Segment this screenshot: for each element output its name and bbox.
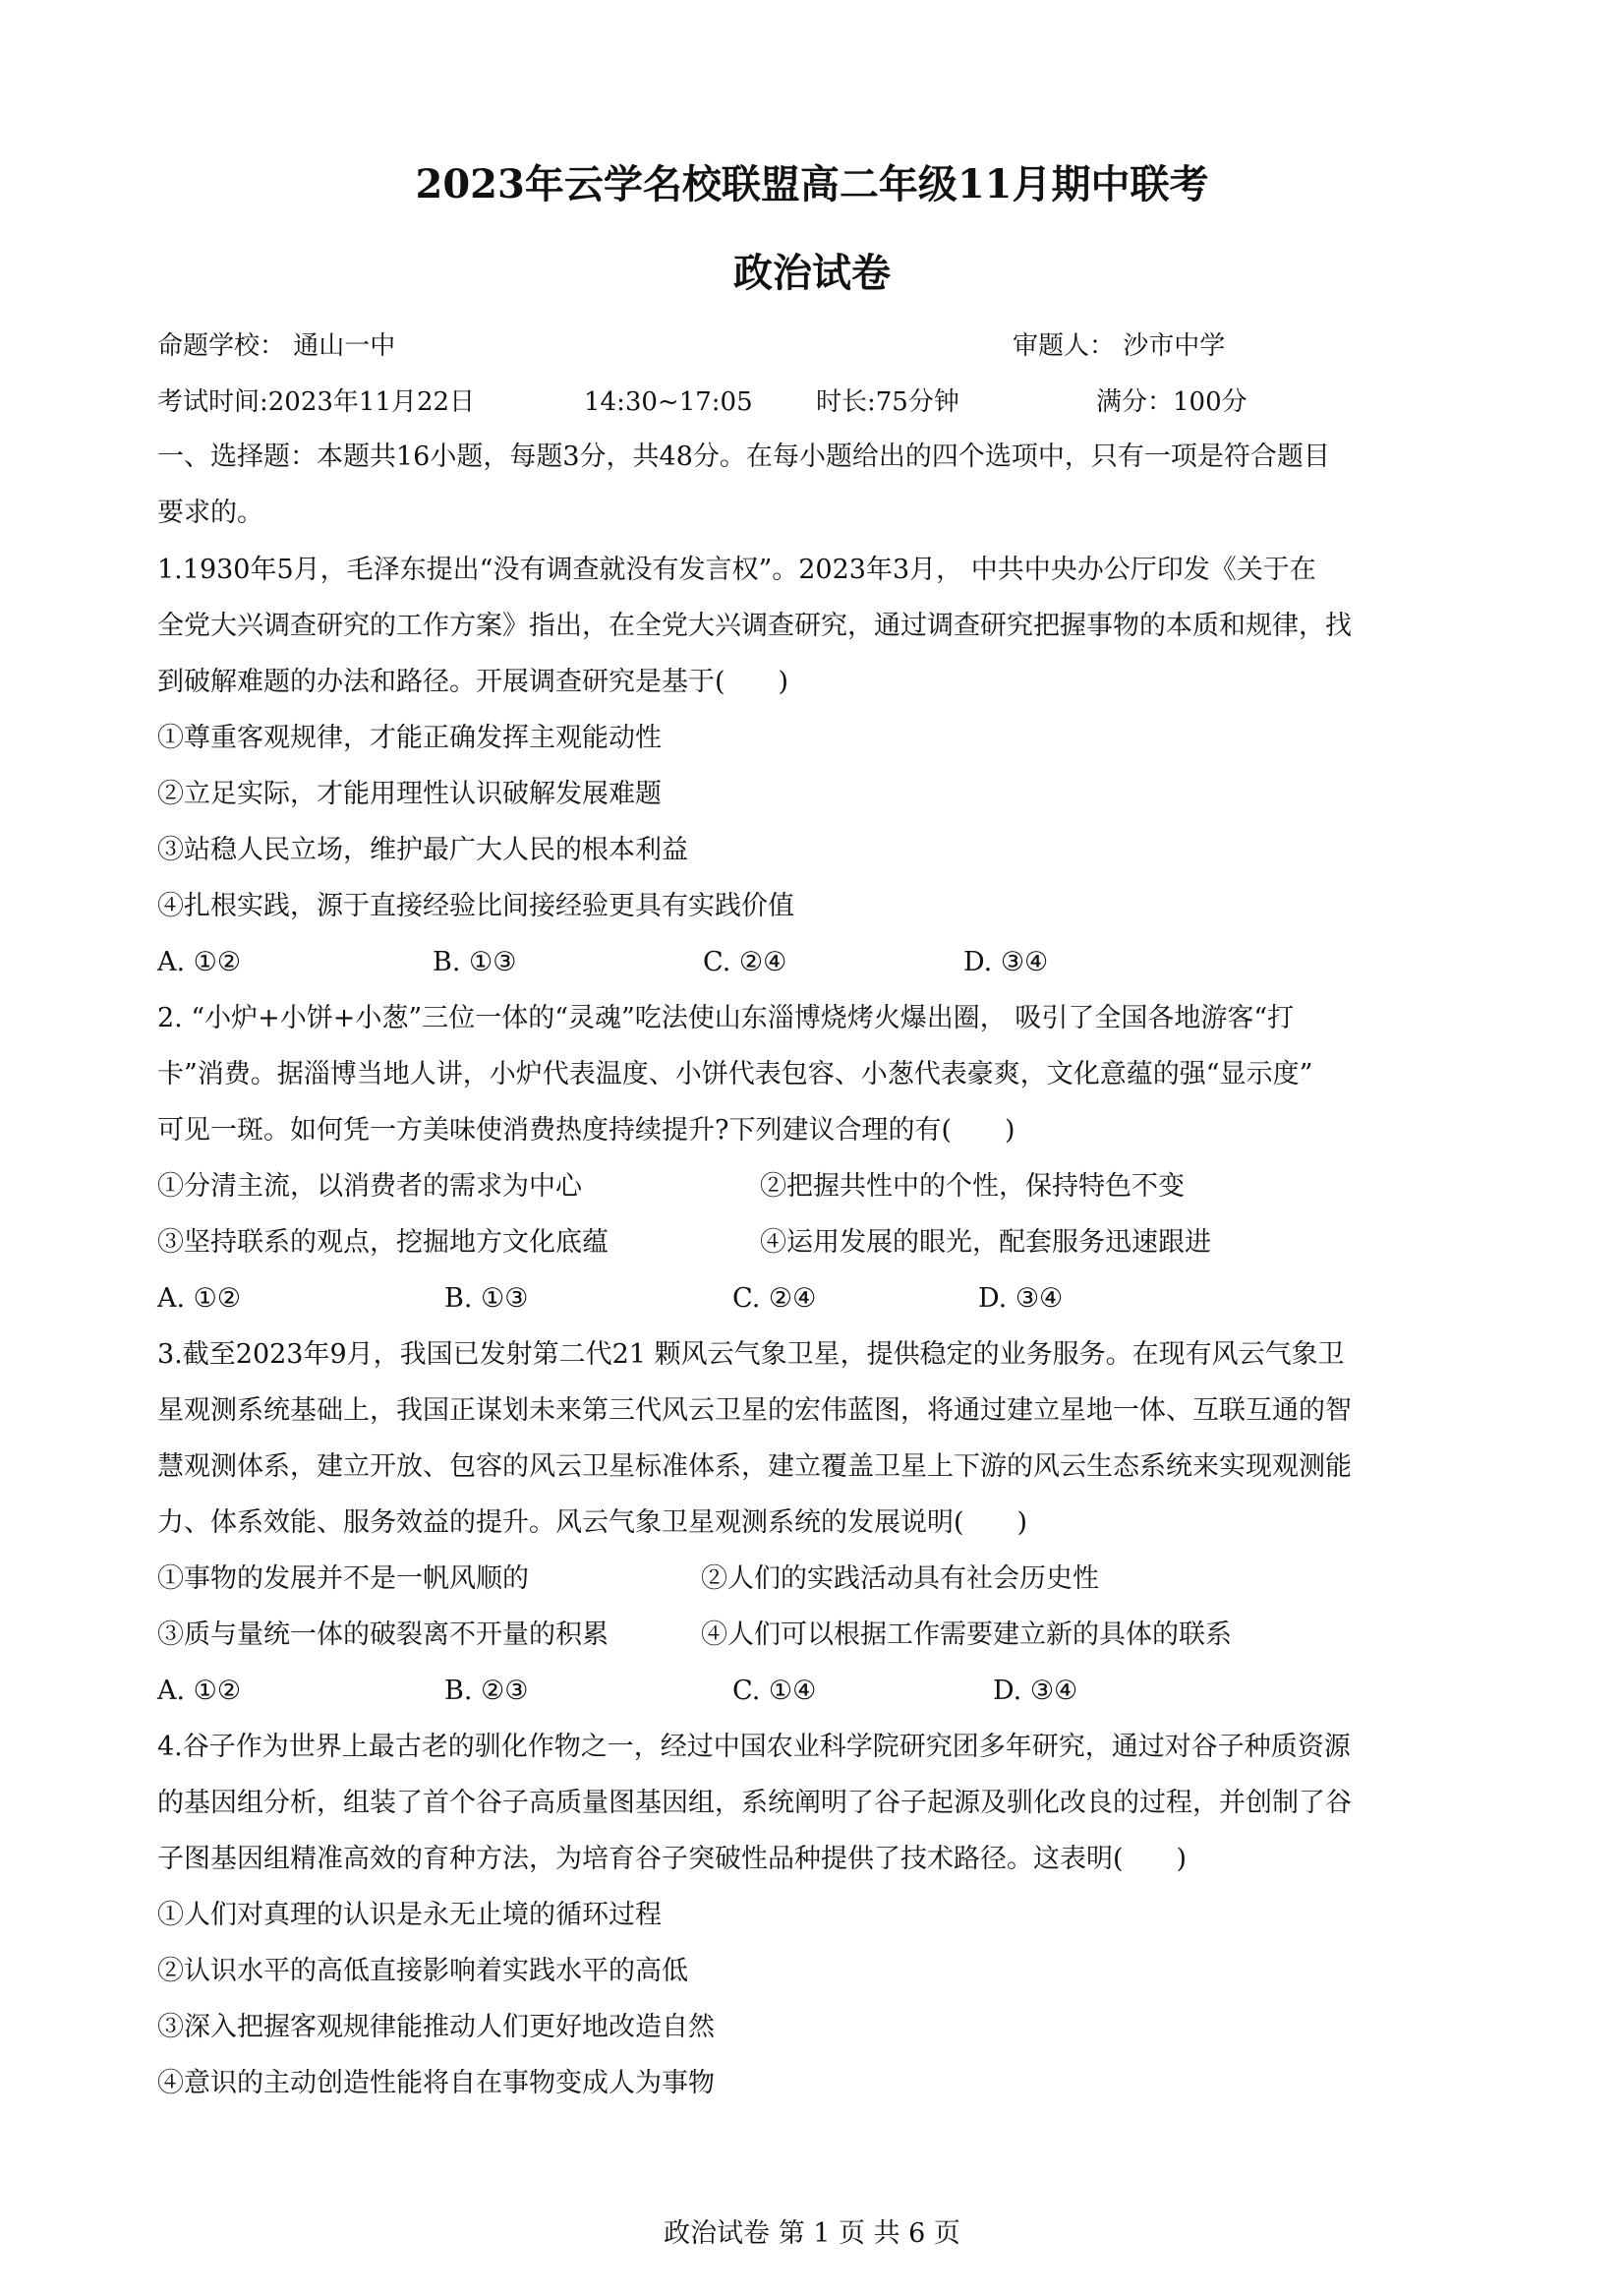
q1-statement-2: ②立足实际，才能用理性认识破解发展难题 bbox=[157, 779, 662, 809]
exam-subtitle: 政治试卷 bbox=[733, 250, 891, 296]
q2-choice-b: B. ①③ bbox=[444, 1283, 529, 1314]
q2-stem-line-2: 卡”消费。据淄博当地人讲，小炉代表温度、小饼代表包容、小葱代表豪爽，文化意蕴的强“显示度” bbox=[157, 1059, 1313, 1089]
exam-full-score: 满分：100分 bbox=[1096, 387, 1247, 417]
exam-date: 考试时间:2023年11月22日 bbox=[157, 387, 476, 417]
q2-choice-c: C. ②④ bbox=[732, 1283, 817, 1314]
q1-stem-line-3: 到破解难题的办法和路径。开展调查研究是基于( ) bbox=[157, 667, 789, 697]
q4-stem-line-1: 4.谷子作为世界上最古老的驯化作物之一，经过中国农业科学院研究团多年研究，通过对谷子种质资源 bbox=[157, 1732, 1351, 1762]
q2-choice-a: A. ①② bbox=[157, 1283, 242, 1314]
q1-choice-b: B. ①③ bbox=[433, 947, 517, 977]
q4-stem-line-3: 子图基因组精准高效的育种方法，为培育谷子突破性品种提供了技术路径。这表明( ) bbox=[157, 1844, 1188, 1874]
q1-stem-line-2: 全党大兴调查研究的工作方案》指出，在全党大兴调查研究，通过调查研究把握事物的本质和规律，找 bbox=[157, 611, 1352, 641]
q2-stem-line-1: 2. “小炉+小饼+小葱”三位一体的“灵魂”吃法使山东淄博烧烤火爆出圈， 吸引了全国各地游客“打 bbox=[157, 1003, 1295, 1033]
school-label: 命题学校： 通山一中 bbox=[157, 331, 396, 361]
exam-clock: 14:30~17:05 bbox=[584, 387, 753, 417]
q2-statement-3: ③坚持联系的观点，挖掘地方文化底蕴 bbox=[157, 1227, 609, 1258]
q2-statement-1: ①分清主流，以消费者的需求为中心 bbox=[157, 1171, 582, 1202]
q4-statement-2: ②认识水平的高低直接影响着实践水平的高低 bbox=[157, 1956, 688, 1986]
q2-choice-d: D. ③④ bbox=[978, 1283, 1064, 1314]
exam-duration: 时长:75分钟 bbox=[816, 387, 959, 417]
section-intro-line-2: 要求的。 bbox=[157, 498, 263, 528]
q3-statement-2: ②人们的实践活动具有社会历史性 bbox=[701, 1563, 1099, 1594]
q2-statement-4: ④运用发展的眼光，配套服务迅速跟进 bbox=[760, 1227, 1211, 1258]
q4-stem-line-2: 的基因组分析，组装了首个谷子高质量图基因组，系统阐明了谷子起源及驯化改良的过程，并创制了谷 bbox=[157, 1788, 1352, 1818]
q3-statement-3: ③质与量统一体的破裂离不开量的积累 bbox=[157, 1619, 609, 1650]
q3-statement-4: ④人们可以根据工作需要建立新的具体的联系 bbox=[701, 1619, 1232, 1650]
q3-choice-d: D. ③④ bbox=[993, 1676, 1078, 1706]
exam-title: 2023年云学名校联盟高二年级11月期中联考 bbox=[415, 161, 1209, 207]
reviewer-label: 审题人： 沙市中学 bbox=[1013, 331, 1226, 361]
section-intro-line-1: 一、选择题：本题共16小题，每题3分，共48分。在每小题给出的四个选项中，只有一项是符合题目 bbox=[157, 442, 1330, 472]
q3-stem-line-1: 3.截至2023年9月，我国已发射第二代21 颗风云气象卫星，提供稳定的业务服务。在现有风云气象卫 bbox=[157, 1339, 1345, 1370]
q1-choice-d: D. ③④ bbox=[963, 947, 1049, 977]
q1-choice-a: A. ①② bbox=[157, 947, 242, 977]
q3-statement-1: ①事物的发展并不是一帆风顺的 bbox=[157, 1563, 529, 1594]
q4-statement-4: ④意识的主动创造性能将自在事物变成人为事物 bbox=[157, 2068, 715, 2098]
q1-stem-line-1: 1.1930年5月，毛泽东提出“没有调查就没有发言权”。2023年3月， 中共中央办公厅印发《关于在 bbox=[157, 555, 1316, 585]
q3-choice-b: B. ②③ bbox=[444, 1676, 529, 1706]
q4-statement-3: ③深入把握客观规律能推动人们更好地改造自然 bbox=[157, 2012, 715, 2042]
q3-stem-line-4: 力、体系效能、服务效益的提升。风云气象卫星观测系统的发展说明( ) bbox=[157, 1507, 1028, 1538]
q3-choice-a: A. ①② bbox=[157, 1676, 242, 1706]
q3-stem-line-2: 星观测系统基础上，我国正谋划未来第三代风云卫星的宏伟蓝图，将通过建立星地一体、互联互通的智 bbox=[157, 1395, 1352, 1426]
q1-statement-1: ①尊重客观规律，才能正确发挥主观能动性 bbox=[157, 723, 662, 753]
q2-stem-line-3: 可见一斑。如何凭一方美味使消费热度持续提升?下列建议合理的有( ) bbox=[157, 1115, 1015, 1146]
q3-choice-c: C. ①④ bbox=[732, 1676, 817, 1706]
q4-statement-1: ①人们对真理的认识是永无止境的循环过程 bbox=[157, 1900, 662, 1930]
q1-statement-4: ④扎根实践，源于直接经验比间接经验更具有实践价值 bbox=[157, 891, 794, 921]
page-footer: 政治试卷 第 1 页 共 6 页 bbox=[664, 2218, 960, 2249]
q2-statement-2: ②把握共性中的个性，保持特色不变 bbox=[760, 1171, 1185, 1202]
q1-choice-c: C. ②④ bbox=[703, 947, 787, 977]
q3-stem-line-3: 慧观测体系，建立开放、包容的风云卫星标准体系，建立覆盖卫星上下游的风云生态系统来实现观测能 bbox=[157, 1451, 1352, 1482]
q1-statement-3: ③站稳人民立场，维护最广大人民的根本利益 bbox=[157, 835, 688, 865]
